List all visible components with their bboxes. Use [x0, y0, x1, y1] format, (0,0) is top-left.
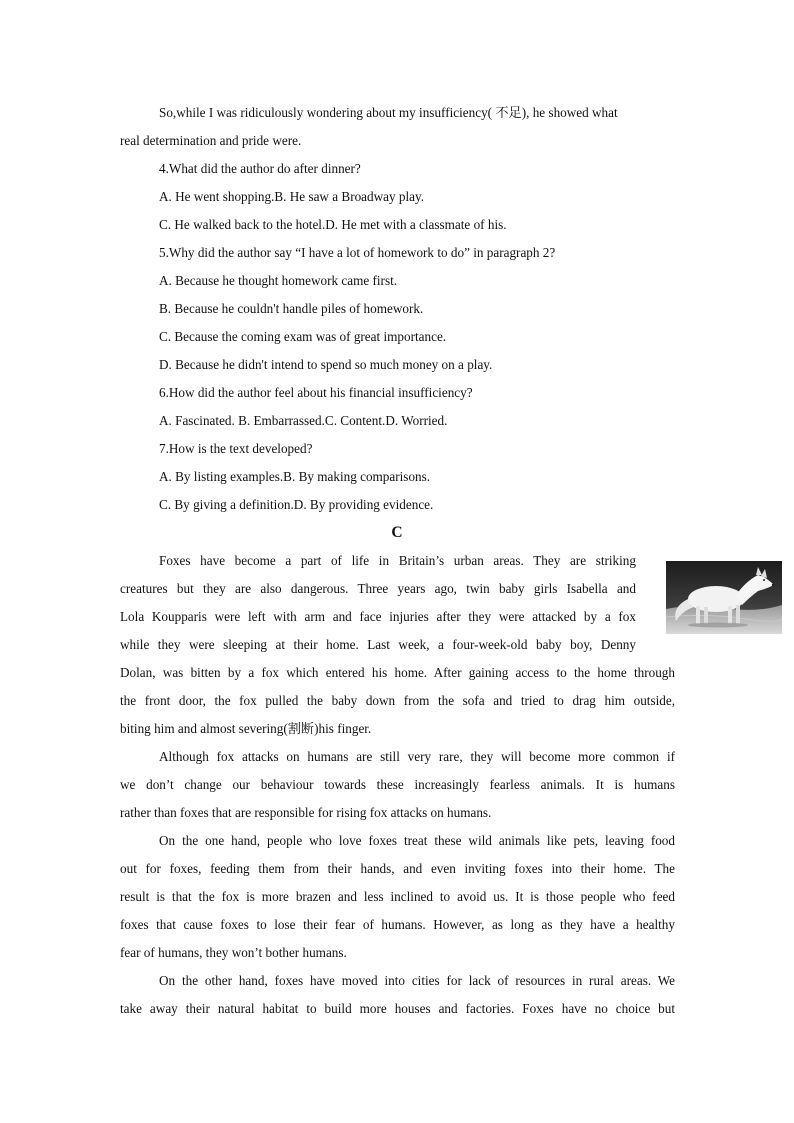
paragraph-1-line-2: creatures but they are also dangerous. Three years ago, twin baby girls Isabella and — [120, 581, 636, 596]
arctic-fox-photo — [666, 561, 782, 634]
paragraph-3-line-2: out for foxes, feeding them from their hands, and even inviting foxes into their home. The — [120, 861, 675, 876]
paragraph-3-line-5: fear of humans, they won’t bother humans. — [120, 945, 347, 960]
paragraph-1-line-4: while they were sleeping at their home. Last week, a four-week-old baby boy, Denny — [120, 637, 636, 652]
paragraph-4-line-1: On the other hand, foxes have moved into cities for lack of resources in rural areas. We — [159, 973, 675, 988]
intro-line-1: So,while I was ridiculously wondering about my insufficiency( 不足), he showed what — [159, 105, 618, 120]
paragraph-3-line-1: On the one hand, people who love foxes treat these wild animals like pets, leaving food — [159, 833, 675, 848]
question-4-stem: 4.What did the author do after dinner? — [159, 161, 361, 176]
paragraph-3-line-3: result is that the fox is more brazen and less inclined to avoid us. It is those people who feed — [120, 889, 675, 904]
intro-line-2: real determination and pride were. — [120, 133, 302, 148]
question-4-options-cd: C. He walked back to the hotel.D. He met with a classmate of his. — [159, 217, 507, 232]
paragraph-2-line-3: rather than foxes that are responsible for rising fox attacks on humans. — [120, 805, 492, 820]
paragraph-1-line-6: the front door, the fox pulled the baby down from the sofa and tried to drag him outside, — [120, 693, 675, 708]
paragraph-3-line-4: foxes that cause foxes to lose their fear of humans. However, as long as they have a healthy — [120, 917, 675, 932]
section-heading-c: C — [391, 524, 403, 541]
paragraph-1-line-3: Lola Koupparis were left with arm and face injuries after they were attacked by a fox — [120, 609, 636, 624]
fox-illustration — [666, 561, 782, 634]
paragraph-2-line-2: we don’t change our behaviour towards these increasingly fearless animals. It is humans — [120, 777, 675, 792]
paragraph-1-line-5: Dolan, was bitten by a fox which entered his home. After gaining access to the home through — [120, 665, 675, 680]
question-5-option-c: C. Because the coming exam was of great importance. — [159, 329, 447, 344]
question-5-option-d: D. Because he didn't intend to spend so much money on a play. — [159, 357, 493, 372]
paragraph-1-line-1: Foxes have become a part of life in Britain’s urban areas. They are striking — [159, 553, 636, 568]
question-4-options-ab: A. He went shopping.B. He saw a Broadway play. — [159, 189, 425, 204]
question-5-option-b: B. Because he couldn't handle piles of homework. — [159, 301, 424, 316]
paragraph-2-line-1: Although fox attacks on humans are still very rare, they will become more common if — [159, 749, 675, 764]
paragraph-4-line-2: take away their natural habitat to build more houses and factories. Foxes have no choice but — [120, 1001, 675, 1016]
question-5-option-a: A. Because he thought homework came first. — [159, 273, 398, 288]
question-7-stem: 7.How is the text developed? — [159, 441, 313, 456]
question-6-options: A. Fascinated. B. Embarrassed.C. Content.D. Worried. — [159, 413, 448, 428]
question-5-stem: 5.Why did the author say “I have a lot of homework to do” in paragraph 2? — [159, 245, 556, 260]
question-7-options-ab: A. By listing examples.B. By making comparisons. — [159, 469, 431, 484]
question-6-stem: 6.How did the author feel about his financial insufficiency? — [159, 385, 473, 400]
question-7-options-cd: C. By giving a definition.D. By providing evidence. — [159, 497, 434, 512]
paragraph-1-line-7: biting him and almost severing(割断)his finger. — [120, 721, 372, 736]
